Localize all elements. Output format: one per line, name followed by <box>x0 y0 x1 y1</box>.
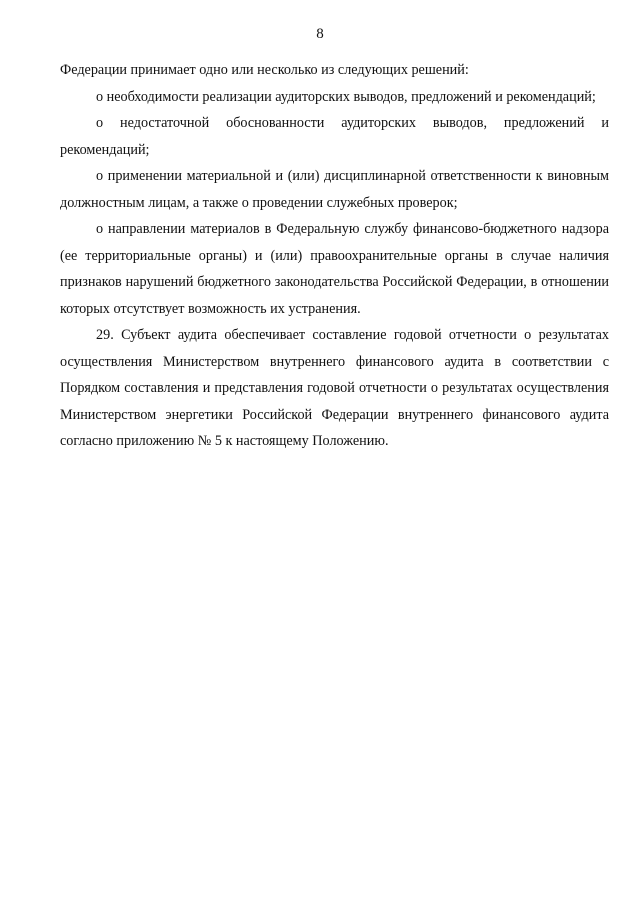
page-number: 8 <box>316 26 324 42</box>
paragraph-decision-insufficient: о недостаточной обоснованности аудиторских выводов, предложений и рекомендаций; <box>60 115 609 158</box>
document-body <box>60 57 609 455</box>
paragraph-decision-referral: о направлении материалов в Федеральную службу финансово-бюджетного надзора (ее территориальные органы) и (или) правоохранительные органы в случае наличия признаков нарушений бюджетного законодательства Российской Федерации, в отношении которых отсутствует возможность их устранения. <box>60 221 609 317</box>
paragraph-decision-liability: о применении материальной и (или) дисциплинарной ответственности к виновным должностным лицам, а также о проведении служебных проверок; <box>60 168 609 211</box>
paragraph-continuation: Федерации принимает одно или несколько из следующих решений: <box>60 62 469 78</box>
paragraph-item-29: 29. Субъект аудита обеспечивает составление годовой отчетности о результатах осуществления Министерством внутреннего финансового аудита в соответствии с Порядком составления и представления годовой отчетности о результатах осуществления Министерством энергетики Российской Федерации внутреннего финансового аудита согласно приложению № 5 к настоящему Положению. <box>60 327 609 449</box>
paragraph-decision-implement: о необходимости реализации аудиторских выводов, предложений и рекомендаций; <box>96 88 596 105</box>
